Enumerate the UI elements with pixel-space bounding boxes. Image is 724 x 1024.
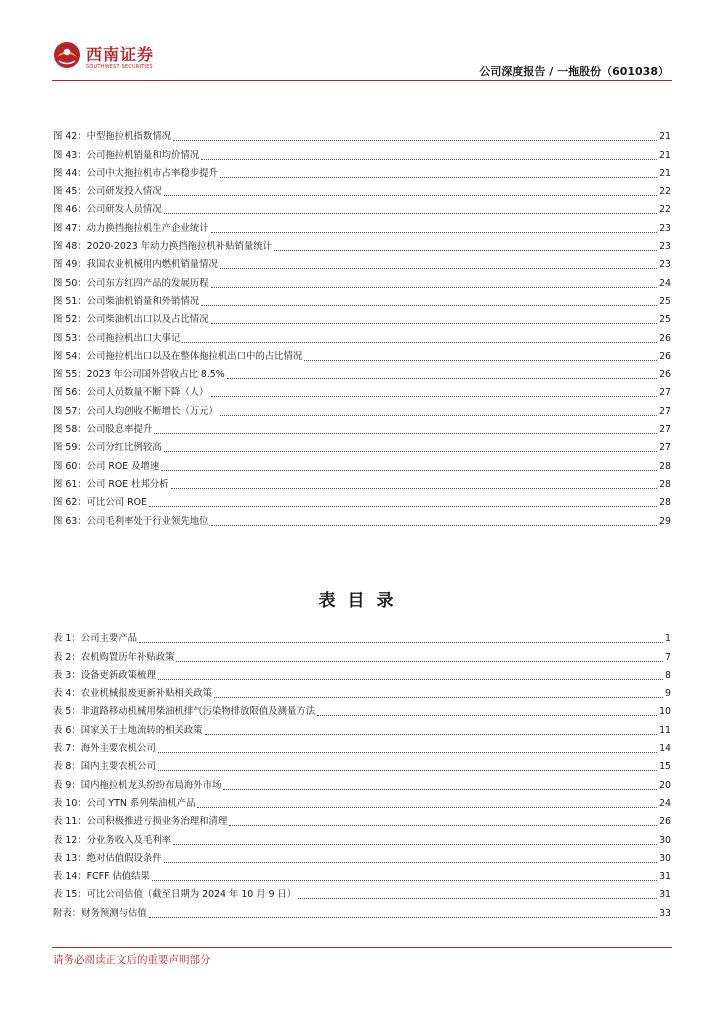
figure-toc-entry[interactable] bbox=[53, 143, 671, 161]
table-toc-entry-label: 表 13：绝对估值假设条件 bbox=[53, 852, 162, 864]
figure-toc-entry[interactable] bbox=[53, 216, 671, 234]
table-toc-entry-page-number: 31 bbox=[659, 871, 671, 883]
table-toc-entry-label: 表 7：海外主要农机公司 bbox=[53, 743, 156, 755]
figure-toc-entry-label: 图 58：公司股息率提升 bbox=[53, 424, 153, 436]
table-toc-entry-label: 表 8：国内主要农机公司 bbox=[53, 761, 156, 773]
leader-dots bbox=[214, 696, 663, 698]
table-toc-entry[interactable] bbox=[53, 682, 671, 700]
figure-toc-entry[interactable] bbox=[53, 491, 671, 509]
leader-dots bbox=[298, 897, 657, 899]
table-toc-entry[interactable] bbox=[53, 847, 671, 865]
table-toc-entry[interactable] bbox=[53, 828, 671, 846]
leader-dots bbox=[158, 769, 657, 771]
leader-dots bbox=[152, 879, 657, 881]
table-toc-entry[interactable] bbox=[53, 773, 671, 791]
figure-toc-entry[interactable] bbox=[53, 125, 671, 143]
leader-dots bbox=[171, 487, 657, 489]
figure-toc-entry-page-number: 27 bbox=[659, 387, 671, 399]
figure-toc-entry[interactable] bbox=[53, 345, 671, 363]
figure-toc-entry-label: 图 62：可比公司 ROE bbox=[53, 497, 147, 509]
table-toc-entry-label: 表 2：农机购置历年补贴政策 bbox=[53, 651, 175, 663]
table-toc-entry-page-number: 26 bbox=[659, 816, 671, 828]
figure-toc-entry-label: 图 54：公司拖拉机出口以及在整体拖拉机出口中的占比情况 bbox=[53, 350, 303, 362]
figure-toc-entry-label: 图 42：中型拖拉机指数情况 bbox=[53, 131, 172, 143]
table-toc-entry-page-number: 9 bbox=[665, 688, 671, 700]
table-toc-entry[interactable] bbox=[53, 737, 671, 755]
table-index-list bbox=[53, 627, 671, 920]
figure-toc-entry-label: 图 53：公司拖拉机出口大事记 bbox=[53, 332, 181, 344]
figure-toc-entry-label: 图 47：动力换挡拖拉机生产企业统计 bbox=[53, 222, 209, 234]
page-header bbox=[0, 0, 724, 90]
figure-index-list bbox=[53, 125, 671, 528]
table-toc-entry-page-number: 20 bbox=[659, 779, 671, 791]
header-divider bbox=[52, 80, 672, 81]
leader-dots bbox=[164, 194, 657, 196]
table-toc-entry[interactable] bbox=[53, 645, 671, 663]
leader-dots bbox=[201, 304, 657, 306]
figure-toc-entry[interactable] bbox=[53, 308, 671, 326]
figure-toc-entry[interactable] bbox=[53, 454, 671, 472]
logo-chinese-name: 西南证券 bbox=[86, 45, 155, 64]
leader-dots bbox=[149, 916, 657, 918]
figure-toc-entry-page-number: 23 bbox=[659, 259, 671, 271]
figure-toc-entry-label: 图 61：公司 ROE 杜邦分析 bbox=[53, 478, 169, 490]
company-logo bbox=[52, 40, 155, 76]
figure-toc-entry-label: 图 49：我国农业机械用内燃机销量情况 bbox=[53, 259, 218, 271]
leader-dots bbox=[158, 751, 657, 753]
figure-toc-entry-label: 图 60：公司 ROE 及增速 bbox=[53, 460, 160, 472]
table-toc-entry[interactable] bbox=[53, 810, 671, 828]
figure-toc-entry-page-number: 27 bbox=[659, 405, 671, 417]
figure-toc-entry-page-number: 23 bbox=[659, 222, 671, 234]
table-toc-entry-label: 表 4：农业机械报废更新补贴相关政策 bbox=[53, 688, 212, 700]
figure-toc-entry[interactable] bbox=[53, 418, 671, 436]
figure-toc-entry[interactable] bbox=[53, 473, 671, 491]
table-toc-entry-label: 表 12：分业务收入及毛利率 bbox=[53, 834, 172, 846]
figure-toc-entry-page-number: 21 bbox=[659, 167, 671, 179]
leader-dots bbox=[205, 733, 657, 735]
figure-toc-entry[interactable] bbox=[53, 198, 671, 216]
figure-toc-entry[interactable] bbox=[53, 326, 671, 344]
leader-dots bbox=[139, 641, 663, 643]
table-toc-entry[interactable] bbox=[53, 700, 671, 718]
figure-toc-entry-page-number: 28 bbox=[659, 497, 671, 509]
table-toc-entry-label: 表 10：公司 YTN 系列柴油机产品 bbox=[53, 797, 196, 809]
leader-dots bbox=[164, 212, 657, 214]
leader-dots bbox=[164, 450, 657, 452]
figure-toc-entry[interactable] bbox=[53, 162, 671, 180]
leader-dots bbox=[154, 432, 657, 434]
leader-dots bbox=[211, 524, 658, 526]
table-toc-entry-label: 表 11：公司积极推进亏损业务治理和清理 bbox=[53, 816, 228, 828]
figure-toc-entry-page-number: 25 bbox=[659, 314, 671, 326]
footer-disclaimer: 请务必阅读正文后的重要声明部分 bbox=[53, 954, 211, 966]
table-toc-entry-page-number: 30 bbox=[659, 834, 671, 846]
table-toc-entry[interactable] bbox=[53, 627, 671, 645]
leader-dots bbox=[182, 341, 657, 343]
leader-dots bbox=[220, 176, 657, 178]
figure-toc-entry[interactable] bbox=[53, 180, 671, 198]
table-toc-entry-label: 表 1：公司主要产品 bbox=[53, 633, 137, 645]
table-toc-entry[interactable] bbox=[53, 901, 671, 919]
figure-toc-entry-page-number: 25 bbox=[659, 295, 671, 307]
figure-toc-entry[interactable] bbox=[53, 235, 671, 253]
leader-dots bbox=[173, 139, 657, 141]
table-toc-entry-label: 表 9：国内拖拉机龙头纷纷布局海外市场 bbox=[53, 779, 222, 791]
table-toc-entry-page-number: 14 bbox=[659, 743, 671, 755]
table-toc-entry[interactable] bbox=[53, 755, 671, 773]
leader-dots bbox=[304, 359, 657, 361]
leader-dots bbox=[197, 806, 657, 808]
figure-toc-entry-page-number: 22 bbox=[659, 204, 671, 216]
figure-toc-entry-label: 图 55：2023 年公司国外营收占比 8.5% bbox=[53, 369, 225, 381]
leader-dots bbox=[173, 843, 657, 845]
leader-dots bbox=[211, 322, 658, 324]
figure-toc-entry-page-number: 27 bbox=[659, 442, 671, 454]
figure-toc-entry-label: 图 59：公司分红比例较高 bbox=[53, 442, 162, 454]
footer-divider bbox=[52, 947, 672, 948]
figure-toc-entry-label: 图 44：公司中大拖拉机市占率稳步提升 bbox=[53, 167, 218, 179]
table-toc-entry-label: 表 5：非道路移动机械用柴油机排气污染物排放限值及测量方法 bbox=[53, 706, 316, 718]
table-toc-entry-page-number: 10 bbox=[659, 706, 671, 718]
leader-dots bbox=[227, 377, 657, 379]
figure-toc-entry[interactable] bbox=[53, 436, 671, 454]
table-toc-entry-page-number: 24 bbox=[659, 797, 671, 809]
figure-toc-entry[interactable] bbox=[53, 271, 671, 289]
table-toc-entry[interactable] bbox=[53, 865, 671, 883]
leader-dots bbox=[161, 469, 657, 471]
figure-toc-entry-page-number: 22 bbox=[659, 186, 671, 198]
figure-toc-entry[interactable] bbox=[53, 381, 671, 399]
figure-toc-entry[interactable] bbox=[53, 509, 671, 527]
table-toc-entry-label: 附表：财务预测与估值 bbox=[53, 907, 147, 919]
figure-toc-entry-label: 图 46：公司研发人员情况 bbox=[53, 204, 162, 216]
table-toc-entry-page-number: 1 bbox=[665, 633, 671, 645]
leader-dots bbox=[223, 788, 657, 790]
table-toc-entry-page-number: 11 bbox=[659, 724, 671, 736]
figure-toc-entry-label: 图 56：公司人员数量不断下降（人） bbox=[53, 387, 209, 399]
logo-english-name: SOUTHWEST SECURITIES bbox=[86, 64, 153, 70]
table-toc-entry-label: 表 3：设备更新政策梳理 bbox=[53, 669, 156, 681]
table-toc-entry[interactable] bbox=[53, 792, 671, 810]
leader-dots bbox=[211, 286, 658, 288]
figure-toc-entry-page-number: 27 bbox=[659, 424, 671, 436]
leader-dots bbox=[149, 505, 657, 507]
figure-toc-entry-page-number: 21 bbox=[659, 149, 671, 161]
leader-dots bbox=[229, 824, 657, 826]
table-toc-entry[interactable] bbox=[53, 883, 671, 901]
table-toc-entry-label: 表 15：可比公司估值（截至日期为 2024 年 10 月 9 日） bbox=[53, 889, 297, 901]
figure-toc-entry-label: 图 63：公司毛利率处于行业领先地位 bbox=[53, 515, 209, 527]
figure-toc-entry-page-number: 26 bbox=[659, 332, 671, 344]
figure-toc-entry-page-number: 24 bbox=[659, 277, 671, 289]
leader-dots bbox=[220, 267, 657, 269]
table-toc-entry-label: 表 14：FCFF 估值结果 bbox=[53, 871, 150, 883]
report-title: 公司深度报告 / 一拖股份（601038） bbox=[479, 65, 669, 78]
leader-dots bbox=[164, 861, 657, 863]
figure-toc-entry-page-number: 26 bbox=[659, 369, 671, 381]
figure-toc-entry-label: 图 48：2020-2023 年动力换挡拖拉机补贴销量统计 bbox=[53, 241, 272, 253]
table-toc-entry-page-number: 7 bbox=[665, 651, 671, 663]
leader-dots bbox=[317, 714, 657, 716]
table-toc-entry[interactable] bbox=[53, 664, 671, 682]
table-toc-entry-label: 表 6：国家关于土地流转的相关政策 bbox=[53, 724, 203, 736]
leader-dots bbox=[211, 231, 658, 233]
table-toc-entry-page-number: 8 bbox=[665, 669, 671, 681]
figure-toc-entry-page-number: 21 bbox=[659, 131, 671, 143]
leader-dots bbox=[158, 678, 663, 680]
table-toc-entry[interactable] bbox=[53, 718, 671, 736]
table-index-heading: 表目录 bbox=[318, 591, 406, 611]
figure-toc-entry-label: 图 57：公司人均创收不断增长（万元） bbox=[53, 405, 218, 417]
figure-toc-entry-page-number: 28 bbox=[659, 460, 671, 472]
leader-dots bbox=[211, 395, 658, 397]
figure-toc-entry-label: 图 43：公司拖拉机销量和均价情况 bbox=[53, 149, 200, 161]
figure-toc-entry-page-number: 23 bbox=[659, 241, 671, 253]
figure-toc-entry-page-number: 28 bbox=[659, 478, 671, 490]
figure-toc-entry-label: 图 51：公司柴油机销量和外销情况 bbox=[53, 295, 200, 307]
leader-dots bbox=[201, 158, 657, 160]
figure-toc-entry[interactable] bbox=[53, 363, 671, 381]
figure-toc-entry-label: 图 45：公司研发投入情况 bbox=[53, 186, 162, 198]
figure-toc-entry[interactable] bbox=[53, 253, 671, 271]
figure-toc-entry-page-number: 29 bbox=[659, 515, 671, 527]
figure-toc-entry[interactable] bbox=[53, 290, 671, 308]
figure-toc-entry-label: 图 50：公司东方红四产品的发展历程 bbox=[53, 277, 209, 289]
table-toc-entry-page-number: 31 bbox=[659, 889, 671, 901]
southwest-securities-logo-icon bbox=[52, 40, 82, 70]
leader-dots bbox=[274, 249, 657, 251]
leader-dots bbox=[220, 414, 657, 416]
table-toc-entry-page-number: 30 bbox=[659, 852, 671, 864]
figure-toc-entry-label: 图 52：公司柴油机出口以及占比情况 bbox=[53, 314, 209, 326]
leader-dots bbox=[176, 660, 663, 662]
table-toc-entry-page-number: 15 bbox=[659, 761, 671, 773]
figure-toc-entry-page-number: 26 bbox=[659, 350, 671, 362]
table-toc-entry-page-number: 33 bbox=[659, 907, 671, 919]
figure-toc-entry[interactable] bbox=[53, 399, 671, 417]
